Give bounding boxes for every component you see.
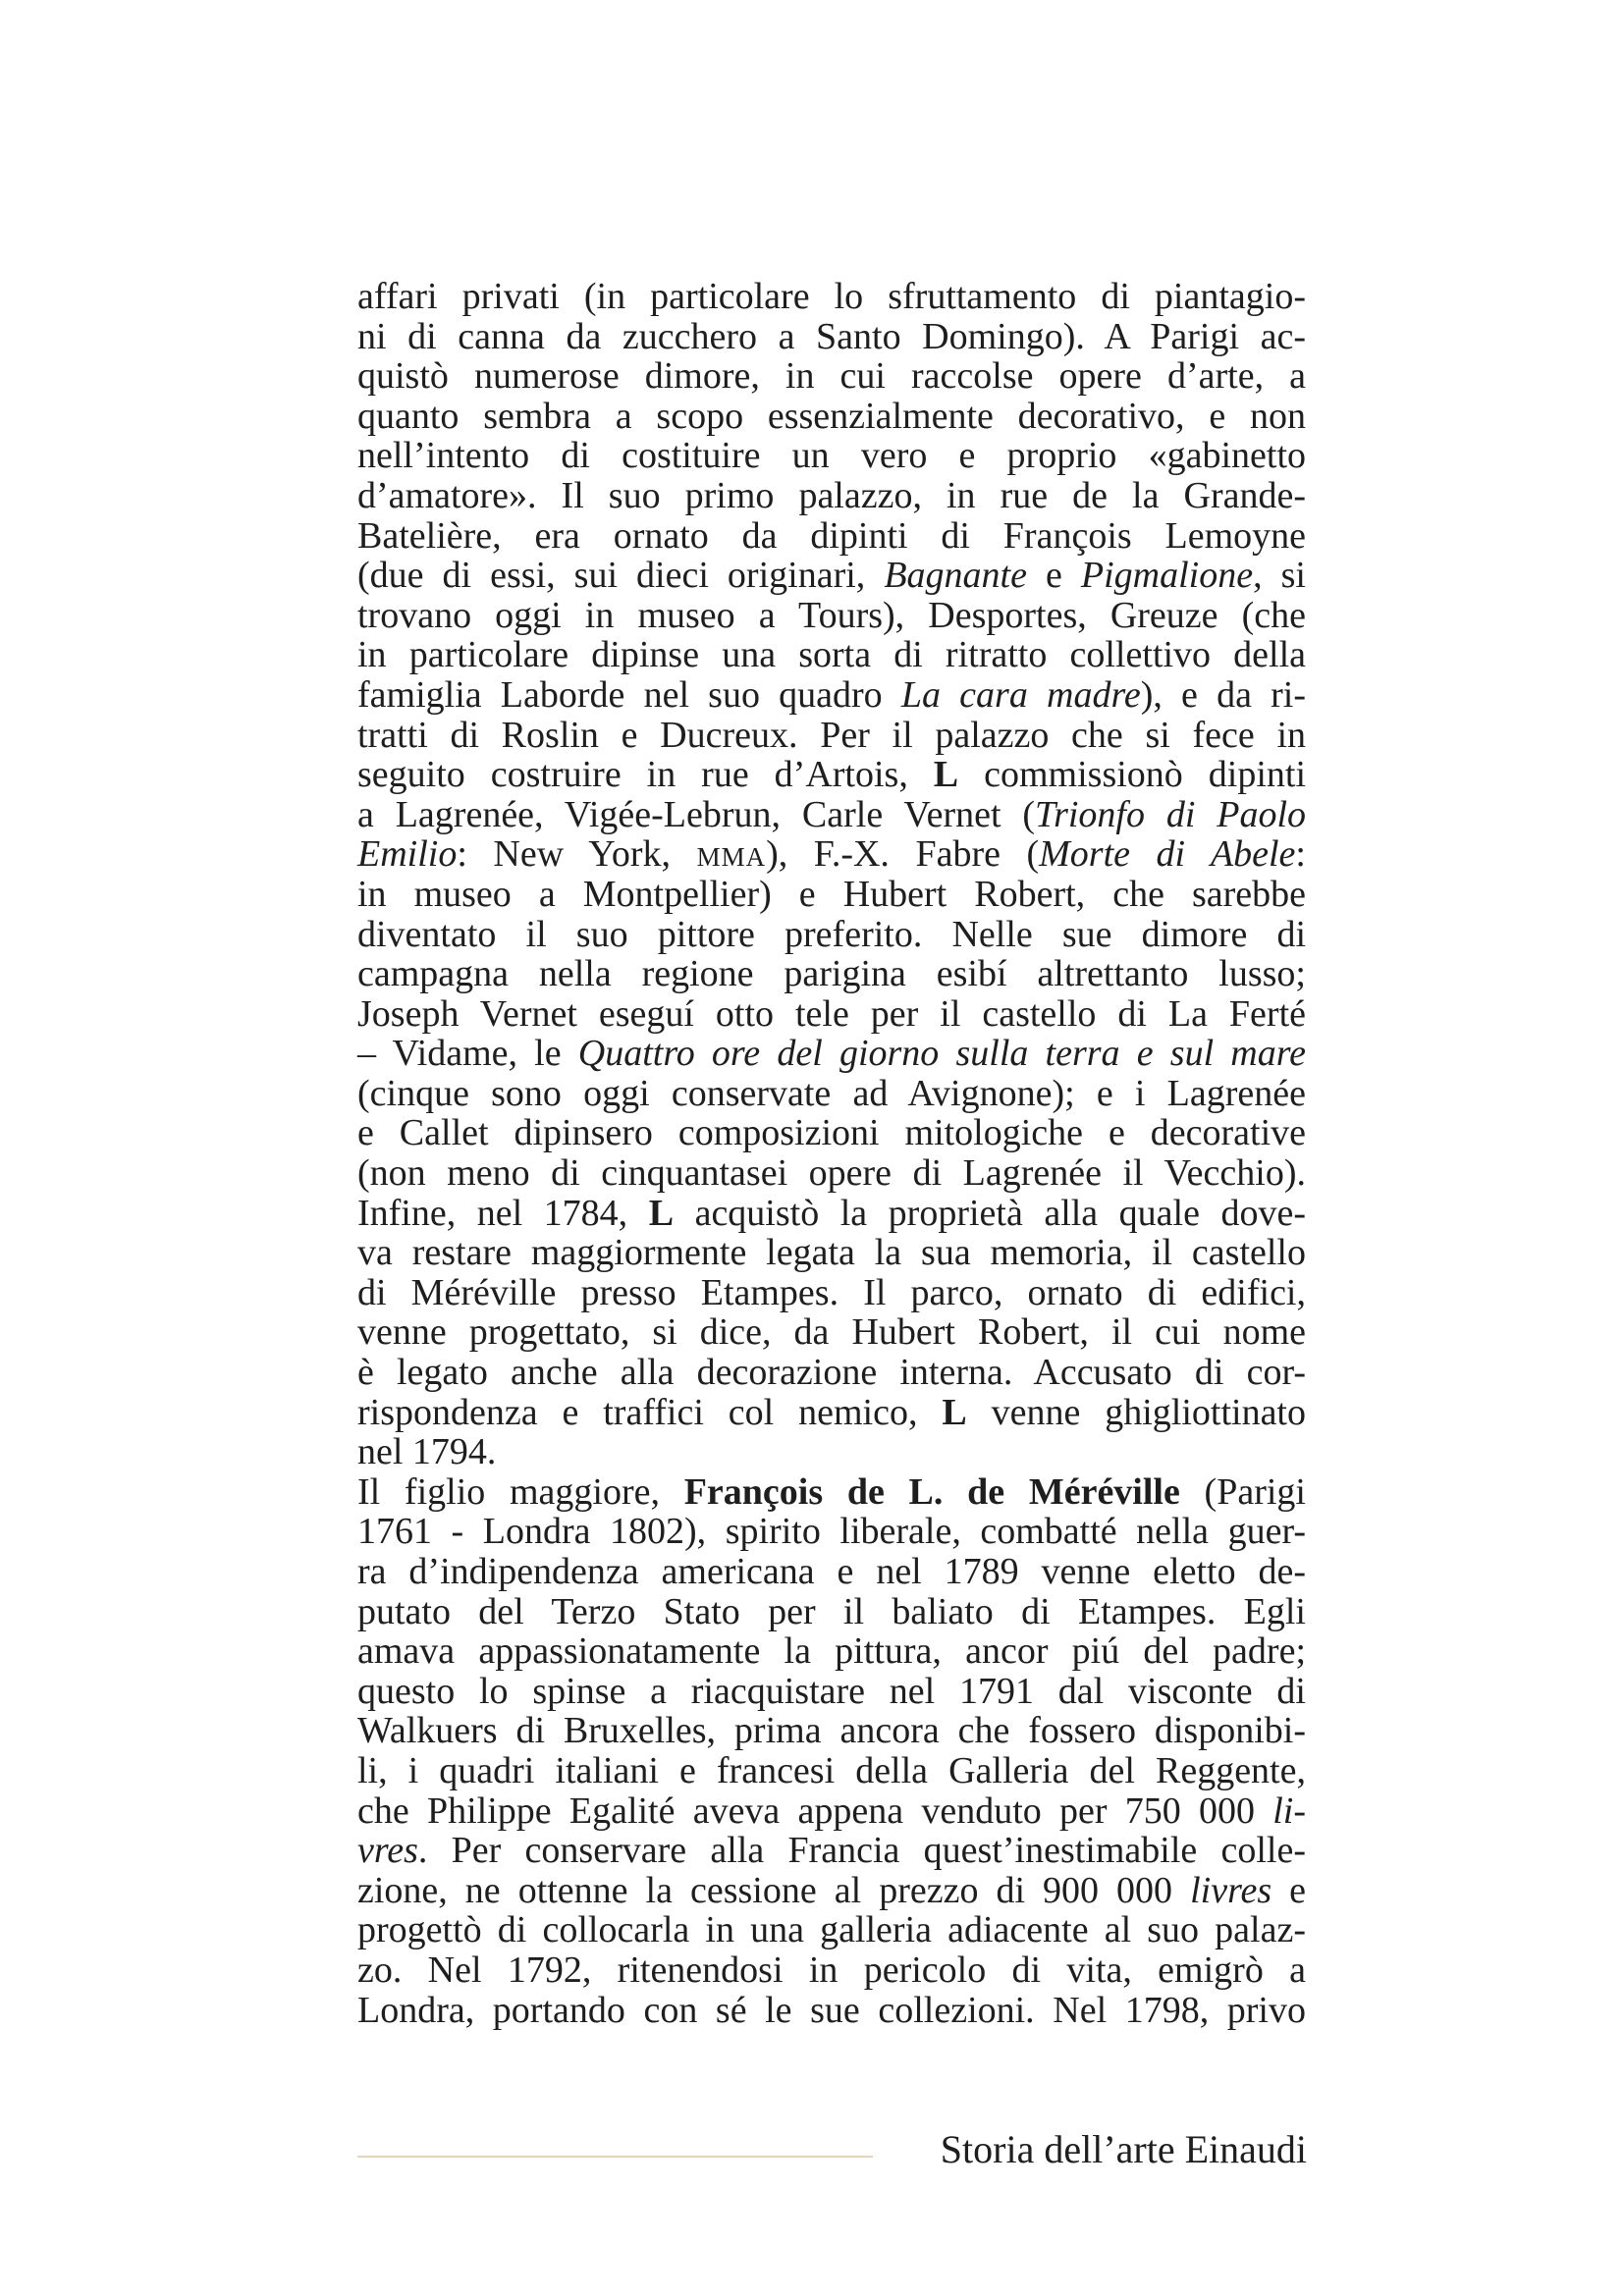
- text-line: [357, 277, 1306, 317]
- text-line: [357, 1432, 1306, 1472]
- text-run: li, i quadri italiani e francesi della Galleria del Reggente,: [357, 1749, 1306, 1791]
- text-run: ), e da ri-: [1140, 673, 1306, 716]
- text-line: [357, 795, 1306, 835]
- text-line: [357, 915, 1306, 955]
- text-run: : New York,: [457, 833, 697, 876]
- bold-name: L: [648, 1192, 675, 1234]
- italic-title: Morte di Abele: [1039, 833, 1296, 876]
- italic-title: Pigmalione: [1080, 555, 1254, 597]
- footer-title: Storia dell’arte Einaudi: [940, 2127, 1307, 2171]
- text-line: [357, 635, 1306, 675]
- text-run: putato del Terzo Stato per il baliato di Etampes. Egli: [357, 1590, 1306, 1632]
- text-run: e: [1271, 1869, 1306, 1911]
- text-line: [357, 397, 1306, 437]
- text-run: 1761 - Londra 1802), spirito liberale, combatté nella guer-: [357, 1511, 1306, 1553]
- text-line: [357, 1552, 1306, 1592]
- text-run: è legato anche alla decorazione interna. Accusato di cor-: [357, 1352, 1306, 1394]
- italic-title: Quattro ore del giorno sulla terra e sul mare: [577, 1033, 1306, 1075]
- text-run: zione, ne ottenne la cessione al prezzo di 900 000: [357, 1869, 1191, 1911]
- text-line: [357, 1950, 1306, 1991]
- text-run: Londra, portando con sé le sue collezioni. Nel 1798, privo: [357, 1989, 1306, 2031]
- text-line: [357, 954, 1306, 994]
- text-line: [357, 1273, 1306, 1313]
- text-line: [357, 1113, 1306, 1153]
- text-run: nel 1794.: [357, 1431, 497, 1473]
- text-line: [357, 317, 1306, 357]
- bold-name: François de L. de Méréville: [683, 1470, 1180, 1513]
- text-run: in museo a Montpellier) e Hubert Robert, che sarebbe: [357, 873, 1306, 915]
- body-text: [357, 277, 1306, 2030]
- text-line: [357, 1592, 1306, 1632]
- text-run: amava appassionatamente la pittura, ancor piú del padre;: [357, 1630, 1306, 1673]
- text-line: [357, 1472, 1306, 1513]
- text-line: [357, 1711, 1306, 1751]
- text-line: [357, 1871, 1306, 1911]
- text-run: commissionò dipinti: [958, 754, 1306, 796]
- text-run: campagna nella regione parigina esibí altrettanto lusso;: [357, 953, 1306, 995]
- text-line: [357, 1153, 1306, 1194]
- text-line: [357, 875, 1306, 915]
- text-run: che Philippe Egalité aveva appena venduto per 750 000: [357, 1789, 1273, 1832]
- text-line: [357, 1233, 1306, 1273]
- text-run: :: [1295, 833, 1306, 876]
- text-run: (non meno di cinquantasei opere di Lagrenée il Vecchio).: [357, 1152, 1306, 1195]
- text-run: , si: [1253, 555, 1306, 597]
- text-line: [357, 596, 1306, 636]
- bold-name: L: [942, 1391, 967, 1433]
- text-line: [357, 675, 1306, 716]
- text-line: [357, 476, 1306, 516]
- text-run: progettò di collocarla in una galleria adiacente al suo palaz-: [357, 1909, 1306, 1951]
- text-line: [357, 556, 1306, 596]
- text-run: Il figlio maggiore,: [357, 1470, 684, 1513]
- small-caps-abbr: mma: [696, 833, 767, 876]
- footer-rule: [357, 2156, 873, 2158]
- text-line: [357, 1353, 1306, 1393]
- text-run: acquistò la proprietà alla quale dove-: [674, 1192, 1307, 1234]
- text-run: – Vidame, le: [357, 1033, 578, 1075]
- text-run: Infine, nel 1784,: [357, 1192, 649, 1234]
- text-line: [357, 994, 1306, 1035]
- text-run: venne progettato, si dice, da Hubert Robert, il cui nome: [357, 1311, 1306, 1354]
- text-run: venne ghigliottinato: [966, 1391, 1306, 1433]
- italic-title: vres: [357, 1830, 418, 1872]
- text-run: seguito costruire in rue d’Artois,: [357, 754, 934, 796]
- text-run: (cinque sono oggi conservate ad Avignone); e i Lagrenée: [357, 1072, 1306, 1114]
- text-line: [357, 716, 1306, 756]
- text-line: [357, 1672, 1306, 1712]
- text-run: rispondenza e traffici col nemico,: [357, 1391, 943, 1433]
- text-run: zo. Nel 1792, ritenendosi in pericolo di vita, emigrò a: [357, 1949, 1306, 1991]
- italic-title: li-: [1272, 1789, 1306, 1832]
- text-run: Joseph Vernet eseguí otto tele per il castello di La Ferté: [357, 992, 1306, 1035]
- text-run: nell’intento di costituire un vero e proprio «gabinetto: [357, 435, 1306, 477]
- text-run: ra d’indipendenza americana e nel 1789 venne eletto de-: [357, 1551, 1306, 1592]
- text-run: trovano oggi in museo a Tours), Desportes, Greuze (che: [357, 594, 1306, 636]
- text-line: [357, 755, 1306, 795]
- text-run: ni di canna da zucchero a Santo Domingo). A Parigi ac-: [357, 315, 1306, 357]
- text-line: [357, 834, 1306, 875]
- italic-title: Trionfo di Paolo: [1035, 793, 1306, 835]
- text-run: affari privati (in particolare lo sfruttamento di piantagio-: [357, 276, 1306, 317]
- text-line: [357, 1991, 1306, 2031]
- text-line: [357, 1831, 1306, 1871]
- text-line: [357, 356, 1306, 397]
- text-run: d’amatore». Il suo primo palazzo, in rue de la Grande-: [357, 474, 1306, 516]
- text-line: [357, 1194, 1306, 1234]
- text-run: in particolare dipinse una sorta di ritratto collettivo della: [357, 634, 1306, 676]
- text-line: [357, 1393, 1306, 1433]
- italic-title: Emilio: [357, 833, 458, 876]
- text-run: quanto sembra a scopo essenzialmente decorativo, e non: [357, 395, 1306, 437]
- text-line: [357, 1312, 1306, 1353]
- text-run: va restare maggiormente legata la sua memoria, il castello: [357, 1232, 1306, 1274]
- text-line: [357, 1631, 1306, 1672]
- text-line: [357, 1751, 1306, 1791]
- text-run: e: [1026, 555, 1081, 597]
- text-run: a Lagrenée, Vigée-Lebrun, Carle Vernet (: [357, 793, 1036, 835]
- text-run: (Parigi: [1179, 1470, 1306, 1513]
- text-run: questo lo spinse a riacquistare nel 1791 dal visconte di: [357, 1670, 1306, 1712]
- italic-title: livres: [1190, 1869, 1272, 1911]
- text-line: [357, 436, 1306, 476]
- text-run: Batelière, era ornato da dipinti di François Lemoyne: [357, 514, 1306, 557]
- text-run: diventato il suo pittore preferito. Nelle sue dimore di: [357, 913, 1306, 955]
- text-run: e Callet dipinsero composizioni mitologiche e decorative: [357, 1112, 1306, 1154]
- text-line: [357, 1074, 1306, 1114]
- text-run: Walkuers di Bruxelles, prima ancora che fossero disponibi-: [357, 1710, 1306, 1752]
- text-line: [357, 1791, 1306, 1832]
- text-run: di Méréville presso Etampes. Il parco, ornato di edifici,: [357, 1271, 1306, 1313]
- text-run: tratti di Roslin e Ducreux. Per il palazzo che si fece in: [357, 714, 1306, 756]
- text-run: (due di essi, sui dieci originari,: [357, 555, 885, 597]
- text-run: . Per conservare alla Francia quest’inestimabile colle-: [417, 1830, 1306, 1872]
- italic-title: La cara madre: [900, 673, 1141, 716]
- text-run: famiglia Laborde nel suo quadro: [357, 673, 901, 716]
- text-line: [357, 1910, 1306, 1950]
- text-run: quistò numerose dimore, in cui raccolse opere d’arte, a: [357, 355, 1306, 398]
- italic-title: Bagnante: [884, 555, 1027, 597]
- bold-name: L: [933, 754, 959, 796]
- text-line: [357, 1512, 1306, 1552]
- text-line: [357, 1034, 1306, 1074]
- text-run: ), F.-X. Fabre (: [766, 833, 1040, 876]
- text-line: [357, 516, 1306, 557]
